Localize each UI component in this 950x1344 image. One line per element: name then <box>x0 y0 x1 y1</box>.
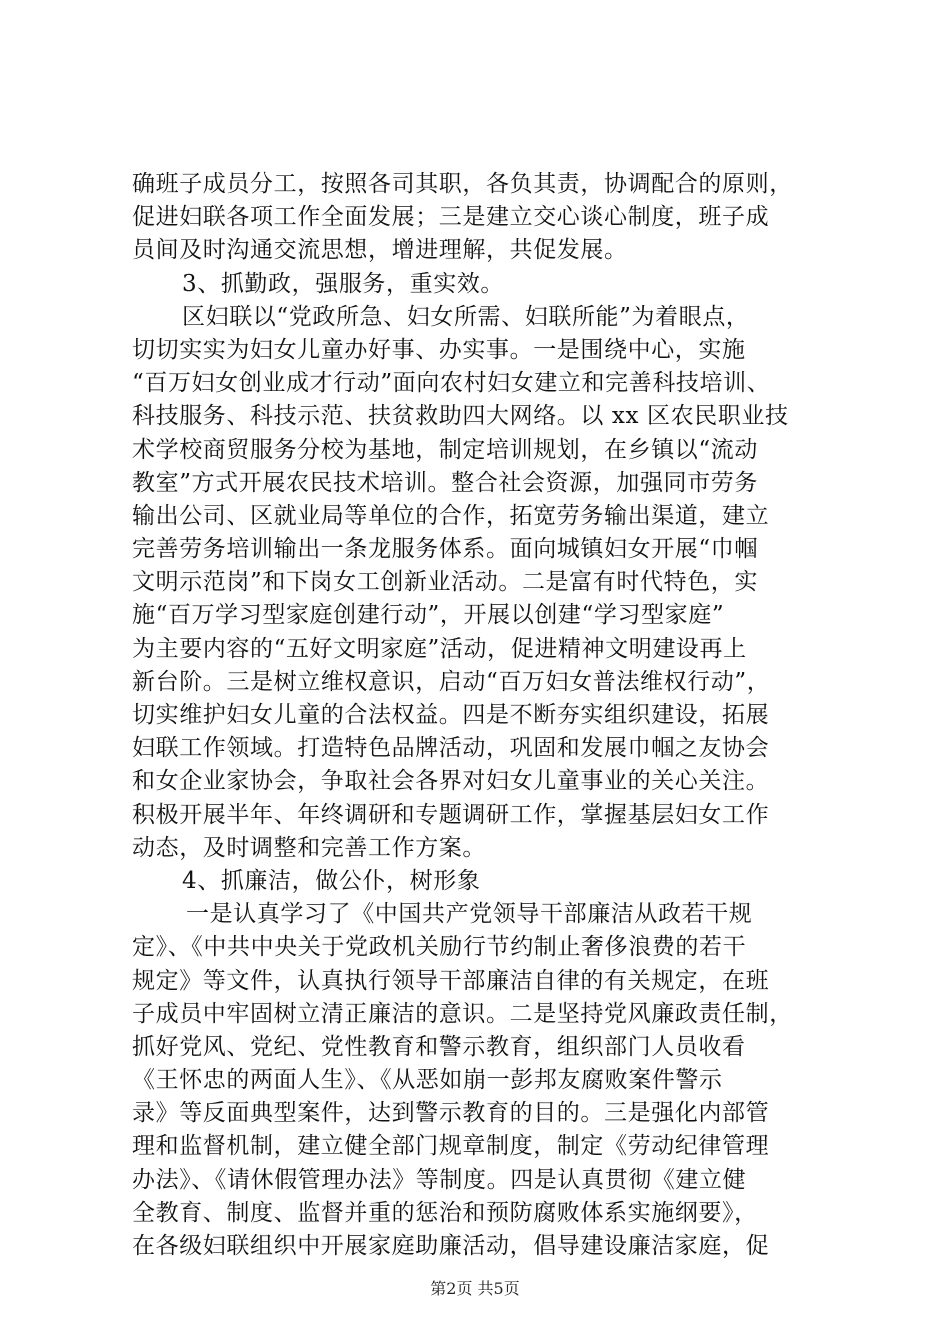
document-body <box>132 168 828 1263</box>
body-line: 理和监督机制，建立健全部门规章制度，制定《劳动纪律管理 <box>132 1133 770 1160</box>
body-line: 抓好党风、党纪、党性教育和警示教育，组织部门人员收看 <box>132 1033 746 1060</box>
body-line: 为主要内容的“五好文明家庭”活动，促进精神文明建设再上 <box>132 635 747 662</box>
page-number-footer: 第2页 共5页 <box>430 1279 520 1298</box>
body-line: 和女企业家协会，争取社会各界对妇女儿童事业的关心关注。 <box>132 768 770 795</box>
body-line: 妇联工作领域。打造特色品牌活动，巩固和发展巾帼之友协会 <box>132 735 770 762</box>
body-line: 《王怀忠的两面人生》、《从恶如崩一彭邦友腐败案件警示 <box>132 1067 723 1094</box>
body-line: 教室”方式开展农民技术培训。整合社会资源，加强同市劳务 <box>132 469 758 496</box>
body-line: 录》等反面典型案件，达到警示教育的目的。三是强化内部管 <box>132 1100 770 1127</box>
body-line: 积极开展半年、年终调研和专题调研工作，掌握基层妇女工作 <box>132 801 770 828</box>
body-line: 定》、《中共中央关于党政机关励行节约制止奢侈浪费的若干 <box>132 934 747 961</box>
body-line: 文明示范岗”和下岗女工创新业活动。二是富有时代特色，实 <box>132 569 758 596</box>
body-line: 输出公司、区就业局等单位的合作，拓宽劳务输出渠道，建立 <box>132 502 770 529</box>
section-heading: 4、抓廉洁，做公仆，树形象 <box>182 867 481 894</box>
body-line: 子成员中牢固树立清正廉洁的意识。二是坚持党风廉政责任制， <box>132 1000 793 1027</box>
body-line: 规定》等文件，认真执行领导干部廉洁自律的有关规定，在班 <box>132 967 770 994</box>
body-line: 完善劳务培训输出一条龙服务体系。面向城镇妇女开展“巾帼 <box>132 536 758 563</box>
body-line: 切实维护妇女儿童的合法权益。四是不断夯实组织建设，拓展 <box>132 702 770 728</box>
body-line: 科技服务、科技示范、扶贫救助四大网络。以 xx 区农民职业技 <box>132 403 789 430</box>
body-line: 促进妇联各项工作全面发展；三是建立交心谈心制度，班子成 <box>132 204 770 231</box>
body-line: 确班子成员分工，按照各司其职，各负其责，协调配合的原则， <box>132 171 793 197</box>
body-line: 术学校商贸服务分校为基地，制定培训规划，在乡镇以“流动 <box>132 436 758 463</box>
body-line: 在各级妇联组织中开展家庭助廉活动，倡导建设廉洁家庭，促 <box>132 1233 770 1259</box>
body-line: 施“百万学习型家庭创建行动”，开展以创建“学习型家庭” <box>132 602 725 629</box>
body-line: 全教育、制度、监督并重的惩治和预防腐败体系实施纲要》， <box>132 1199 758 1226</box>
body-line: 切切实实为妇女儿童办好事、办实事。一是围绕中心，实施 <box>132 336 746 363</box>
body-line: 员间及时沟通交流思想，增进理解，共促发展。 <box>132 237 628 264</box>
body-line: 一是认真学习了《中国共产党领导干部廉洁从政若干规 <box>186 901 753 928</box>
body-line: 新台阶。三是树立维权意识，启动“百万妇女普法维权行动”， <box>132 668 771 695</box>
body-line: “百万妇女创业成才行动”面向农村妇女建立和完善科技培训、 <box>132 370 771 397</box>
body-line: 动态，及时调整和完善工作方案。 <box>132 834 486 861</box>
section-heading: 3、抓勤政，强服务，重实效。 <box>182 270 505 297</box>
body-line: 区妇联以“党政所急、妇女所需、妇联所能”为着眼点， <box>182 303 750 330</box>
body-line: 办法》、《请休假管理办法》等制度。四是认真贯彻《建立健 <box>132 1166 747 1193</box>
